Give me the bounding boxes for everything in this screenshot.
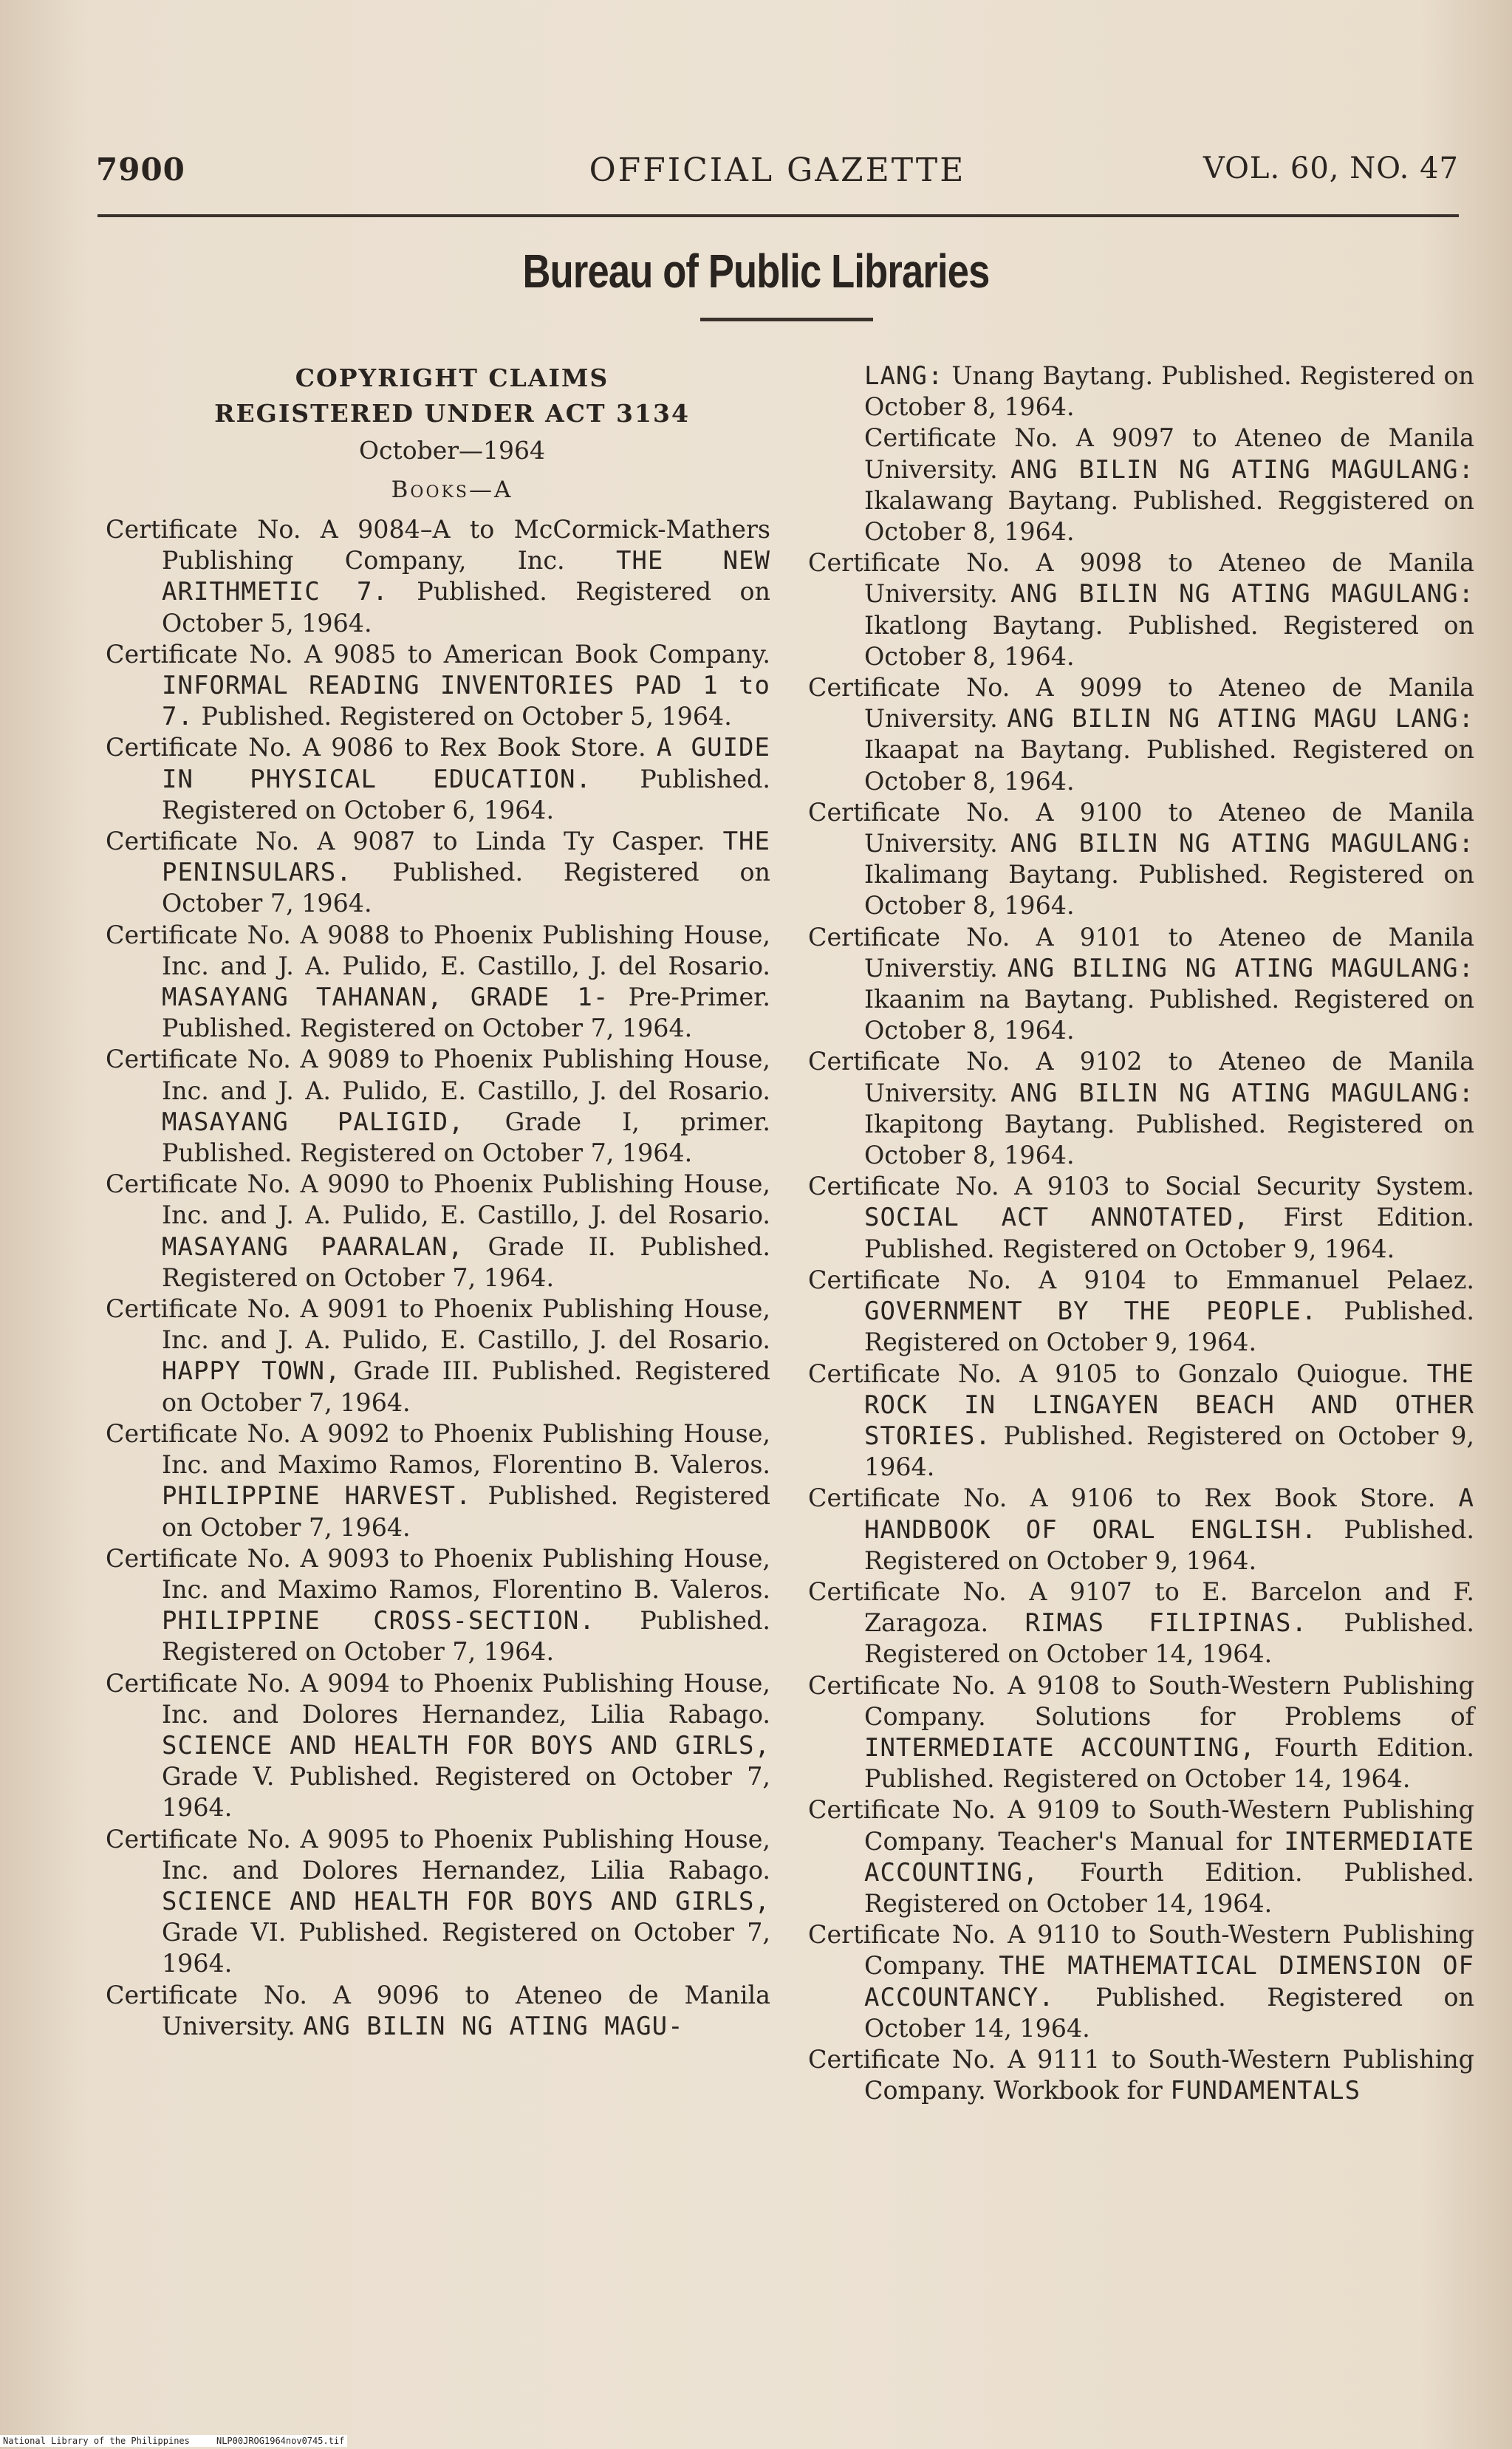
section-date: October—1964 [358, 436, 546, 465]
entry-title: THE PENINSULARS. [162, 827, 770, 888]
entry-tail: Ikaapat na Baytang. Published. Registered on October 8, 1964. [864, 735, 1474, 796]
entry-tail: Published. Registered on October 7, 1964. [162, 1606, 770, 1667]
entry-text: Certificate No. A 9106 to Rex Book Store. [808, 1483, 1436, 1513]
certificate-entry [106, 826, 770, 920]
entry-text: Certificate No. A 9094 to Phoenix Publishing House, Inc. and Dolores Hernandez, Lilia Rabago. [106, 1668, 770, 1729]
right-entry-list [808, 423, 1474, 2106]
certificate-entry [106, 1418, 770, 1543]
entry-tail: Fourth Edition. Published. Registered on October 14, 1964. [864, 1732, 1474, 1794]
entry-tail: Published. Registered on October 5, 1964. [162, 577, 770, 638]
certificate-entry [808, 922, 1474, 1047]
section-heading-line2: REGISTERED UNDER ACT 3134 [214, 399, 690, 428]
entry-title: MASAYANG PALIGID, [162, 1107, 465, 1137]
entry-tail: Fourth Edition. Published. Registered on October 14, 1964. [864, 1857, 1474, 1918]
entry-title: INTERMEDIATE ACCOUNTING, [864, 1732, 1256, 1763]
entry-text: Certificate No. A 9085 to American Book Company. [106, 639, 770, 669]
certificate-entry [808, 2044, 1474, 2106]
entry-tail: Ikaanim na Baytang. Published. Registered on October 8, 1964. [864, 985, 1474, 1045]
entry-title: INFORMAL READING INVENTORIES PAD 1 to 7. [162, 671, 770, 732]
entry-tail: Pre-Primer. Published. Registered on October 7, 1964. [162, 983, 770, 1043]
section-heading-block [134, 361, 770, 510]
entry-text: Certificate No. A 9099 to Ateneo de Manila University. [808, 673, 1474, 734]
certificate-entry [808, 1171, 1474, 1265]
continued-entry [808, 361, 1474, 423]
entry-tail: First Edition. Published. Registered on October 9, 1964. [864, 1203, 1474, 1263]
entry-title: THE MATHEMATICAL DIMENSION OF ACCOUNTANCY. [864, 1951, 1474, 2012]
entry-text: Certificate No. A 9095 to Phoenix Publishing House, Inc. and Dolores Hernandez, Lilia Rabago. [106, 1824, 770, 1885]
certificate-entry [808, 1483, 1474, 1577]
entry-text: Certificate No. A 9092 to Phoenix Publishing House, Inc. and Maximo Ramos, Florentino B. Valeros. [106, 1418, 770, 1480]
entry-text: Certificate No. A 9097 to Ateneo de Manila University. [864, 423, 1474, 484]
entry-text: Certificate No. A 9089 to Phoenix Publishing House, Inc. and J. A. Pulido, E. Castillo, J. del Rosario. [106, 1045, 770, 1105]
entry-text: Certificate No. A 9103 to Social Security System. [808, 1172, 1474, 1201]
entry-title: PHILIPPINE HARVEST. [162, 1481, 472, 1512]
entry-text: Certificate No. A 9096 to Ateneo de Manila University. [106, 1980, 770, 2040]
entry-tail: Unang Baytang. Published. Registered on October 8, 1964. [864, 361, 1474, 422]
certificate-entry [808, 423, 1474, 547]
entry-tail: Published. Registered on October 9, 1964. [864, 1297, 1474, 1357]
entry-title: ANG BILIN NG ATING MAGU LANG: [1007, 704, 1474, 734]
entry-tail: Ikalawang Baytang. Published. Reggistered on October 8, 1964. [864, 485, 1474, 547]
entry-tail: Grade I, primer. Published. Registered on October 7, 1964. [162, 1107, 770, 1168]
entry-text: Certificate No. A 9108 to South-Western Publishing Company. Solutions for Problems of [808, 1670, 1474, 1731]
volume-number: VOL. 60, NO. 47 [1203, 151, 1459, 185]
entry-title: HAPPY TOWN, [162, 1356, 341, 1387]
certificate-entry [808, 1794, 1474, 1919]
certificate-entry [808, 1046, 1474, 1171]
certificate-entry [808, 1359, 1474, 1483]
entry-title: ANG BILIN NG ATING MAGU- [303, 2011, 684, 2041]
entry-title: FUNDAMENTALS [1170, 2076, 1361, 2106]
left-entry-list [106, 514, 770, 2042]
entry-tail: Published. Registered on October 5, 1964. [201, 702, 732, 731]
entry-tail: Published. Registered on October 7, 1964. [162, 1481, 770, 1542]
entry-text: Certificate No. A 9101 to Ateneo de Manila Universtiy. [808, 922, 1474, 983]
certificate-entry [106, 1044, 770, 1169]
entry-text: Certificate No. A 9102 to Ateneo de Manila University. [808, 1047, 1474, 1107]
page-number: 7900 [96, 151, 185, 188]
entry-text: Certificate No. A 9093 to Phoenix Publishing House, Inc. and Maximo Ramos, Florentino B. Valeros. [106, 1543, 770, 1604]
entry-title: RIMAS FILIPINAS. [1024, 1608, 1307, 1639]
certificate-entry [106, 1543, 770, 1668]
certificate-entry [106, 1169, 770, 1294]
entry-title: A GUIDE IN PHYSICAL EDUCATION. [162, 733, 770, 794]
entry-title: GOVERNMENT BY THE PEOPLE. [864, 1297, 1318, 1327]
entry-title: ANG BILIN NG ATING MAGULANG: [1010, 829, 1474, 859]
certificate-entry [808, 1577, 1474, 1670]
entry-title: THE NEW ARITHMETIC 7. [162, 546, 770, 607]
entry-tail: Published. Registered on October 14, 1964. [864, 1982, 1475, 2043]
entry-title: MASAYANG TAHANAN, GRADE 1- [162, 983, 609, 1013]
entry-tail: Ikalimang Baytang. Published. Registered on October 8, 1964. [864, 860, 1474, 920]
entry-title: INTERMEDIATE ACCOUNTING, [864, 1826, 1474, 1888]
certificate-entry [106, 1294, 770, 1418]
entry-text: Certificate No. A 9087 to Linda Ty Casper. [106, 827, 705, 856]
entry-text: Certificate No. A 9088 to Phoenix Publishing House, Inc. and J. A. Pulido, E. Castillo, J. del Rosario. [106, 920, 770, 980]
entry-text: Certificate No. A 9110 to South-Western Publishing Company. [808, 1920, 1474, 1981]
entry-title: MASAYANG PAARALAN, [162, 1232, 464, 1262]
entry-title: SOCIAL ACT ANNOTATED, [864, 1203, 1250, 1233]
right-column [808, 361, 1474, 2106]
certificate-entry [106, 639, 770, 733]
entry-title: ANG BILIN NG ATING MAGULANG: [1010, 579, 1474, 609]
entry-tail: Ikapitong Baytang. Published. Registered on October 8, 1964. [864, 1109, 1474, 1170]
entry-title: PHILIPPINE CROSS-SECTION. [162, 1606, 595, 1636]
entry-tail: Published. Registered on October 7, 1964. [162, 858, 770, 918]
entry-text: Certificate No. A 9105 to Gonzalo Quiogue. [808, 1359, 1409, 1388]
entry-text: Certificate No. A 9098 to Ateneo de Manila University. [808, 548, 1474, 609]
entry-title: LANG: [864, 361, 944, 391]
section-subheading: Books—A [391, 477, 513, 503]
certificate-entry [106, 514, 770, 639]
entry-text: Certificate No. A 9111 to South-Western Publishing Company. Workbook for [808, 2044, 1474, 2105]
entry-tail: Grade VI. Published. Registered on October 7, 1964. [162, 1918, 770, 1978]
entry-text: Certificate No. A 9100 to Ateneo de Manila University. [808, 797, 1474, 858]
certificate-entry [106, 1824, 770, 1980]
entry-title: A HANDBOOK OF ORAL ENGLISH. [864, 1483, 1474, 1545]
entry-tail: Published. Registered on October 14, 1964. [864, 1608, 1474, 1669]
entry-text: Certificate No. A 9109 to South-Western Publishing Company. Teacher's Manual for [808, 1795, 1474, 1856]
page-title: Bureau of Public Libraries [522, 245, 990, 298]
entry-title: SCIENCE AND HEALTH FOR BOYS AND GIRLS, [162, 1730, 770, 1760]
certificate-entry [106, 1980, 770, 2042]
entry-tail: Ikatlong Baytang. Published. Registered on October 8, 1964. [864, 610, 1474, 671]
entry-text: Certificate No. A 9084–A to McCormick-Mathers Publishing Company, Inc. [106, 515, 770, 575]
entry-title: ANG BILIN NG ATING MAGULANG: [1010, 454, 1474, 485]
entry-text: Certificate No. A 9090 to Phoenix Publishing House, Inc. and J. A. Pulido, E. Castillo, J. del Rosario. [106, 1169, 770, 1230]
publication-name: OFFICIAL GAZETTE [589, 151, 966, 189]
entry-title: SCIENCE AND HEALTH FOR BOYS AND GIRLS, [162, 1886, 770, 1916]
entry-title: THE ROCK IN LINGAYEN BEACH AND OTHER STORIES. [864, 1359, 1474, 1451]
certificate-entry [106, 732, 770, 826]
scan-footer: National Library of the Philippines NLP00JROG1964nov0745.tif [0, 2435, 347, 2447]
entry-tail: Grade V. Published. Registered on October 7, 1964. [162, 1762, 770, 1823]
certificate-entry [808, 547, 1474, 672]
entry-tail: Published. Registered on October 9, 1964. [864, 1514, 1474, 1575]
entry-text: Certificate No. A 9091 to Phoenix Publishing House, Inc. and J. A. Pulido, E. Castillo, J. del Rosario. [106, 1294, 770, 1355]
certificate-entry [808, 672, 1474, 797]
section-heading-line1: COPYRIGHT CLAIMS [295, 363, 609, 392]
entry-tail: Grade III. Published. Registered on October 7, 1964. [162, 1356, 770, 1417]
entry-text: Certificate No. A 9104 to Emmanuel Pelaez. [808, 1265, 1474, 1294]
certificate-entry [808, 1265, 1474, 1359]
entry-tail: Published. Registered on October 9, 1964. [864, 1421, 1474, 1482]
left-column [106, 361, 770, 2042]
entry-title: ANG BILING NG ATING MAGULANG: [1007, 953, 1475, 983]
header-rule [98, 214, 1459, 217]
entry-tail: Grade II. Published. Registered on October 7, 1964. [162, 1232, 770, 1292]
entry-text: Certificate No. A 9086 to Rex Book Store. [106, 733, 646, 762]
entry-text: Certificate No. A 9107 to E. Barcelon and F. Zaragoza. [808, 1577, 1474, 1638]
certificate-entry [106, 1668, 770, 1824]
page-header [96, 151, 1459, 196]
entry-tail: Published. Registered on October 6, 1964. [162, 764, 770, 824]
entry-title: ANG BILIN NG ATING MAGULANG: [1010, 1078, 1474, 1108]
certificate-entry [106, 920, 770, 1045]
certificate-entry [808, 1919, 1474, 2044]
title-rule [700, 318, 873, 321]
certificate-entry [808, 797, 1474, 922]
certificate-entry [808, 1670, 1474, 1795]
